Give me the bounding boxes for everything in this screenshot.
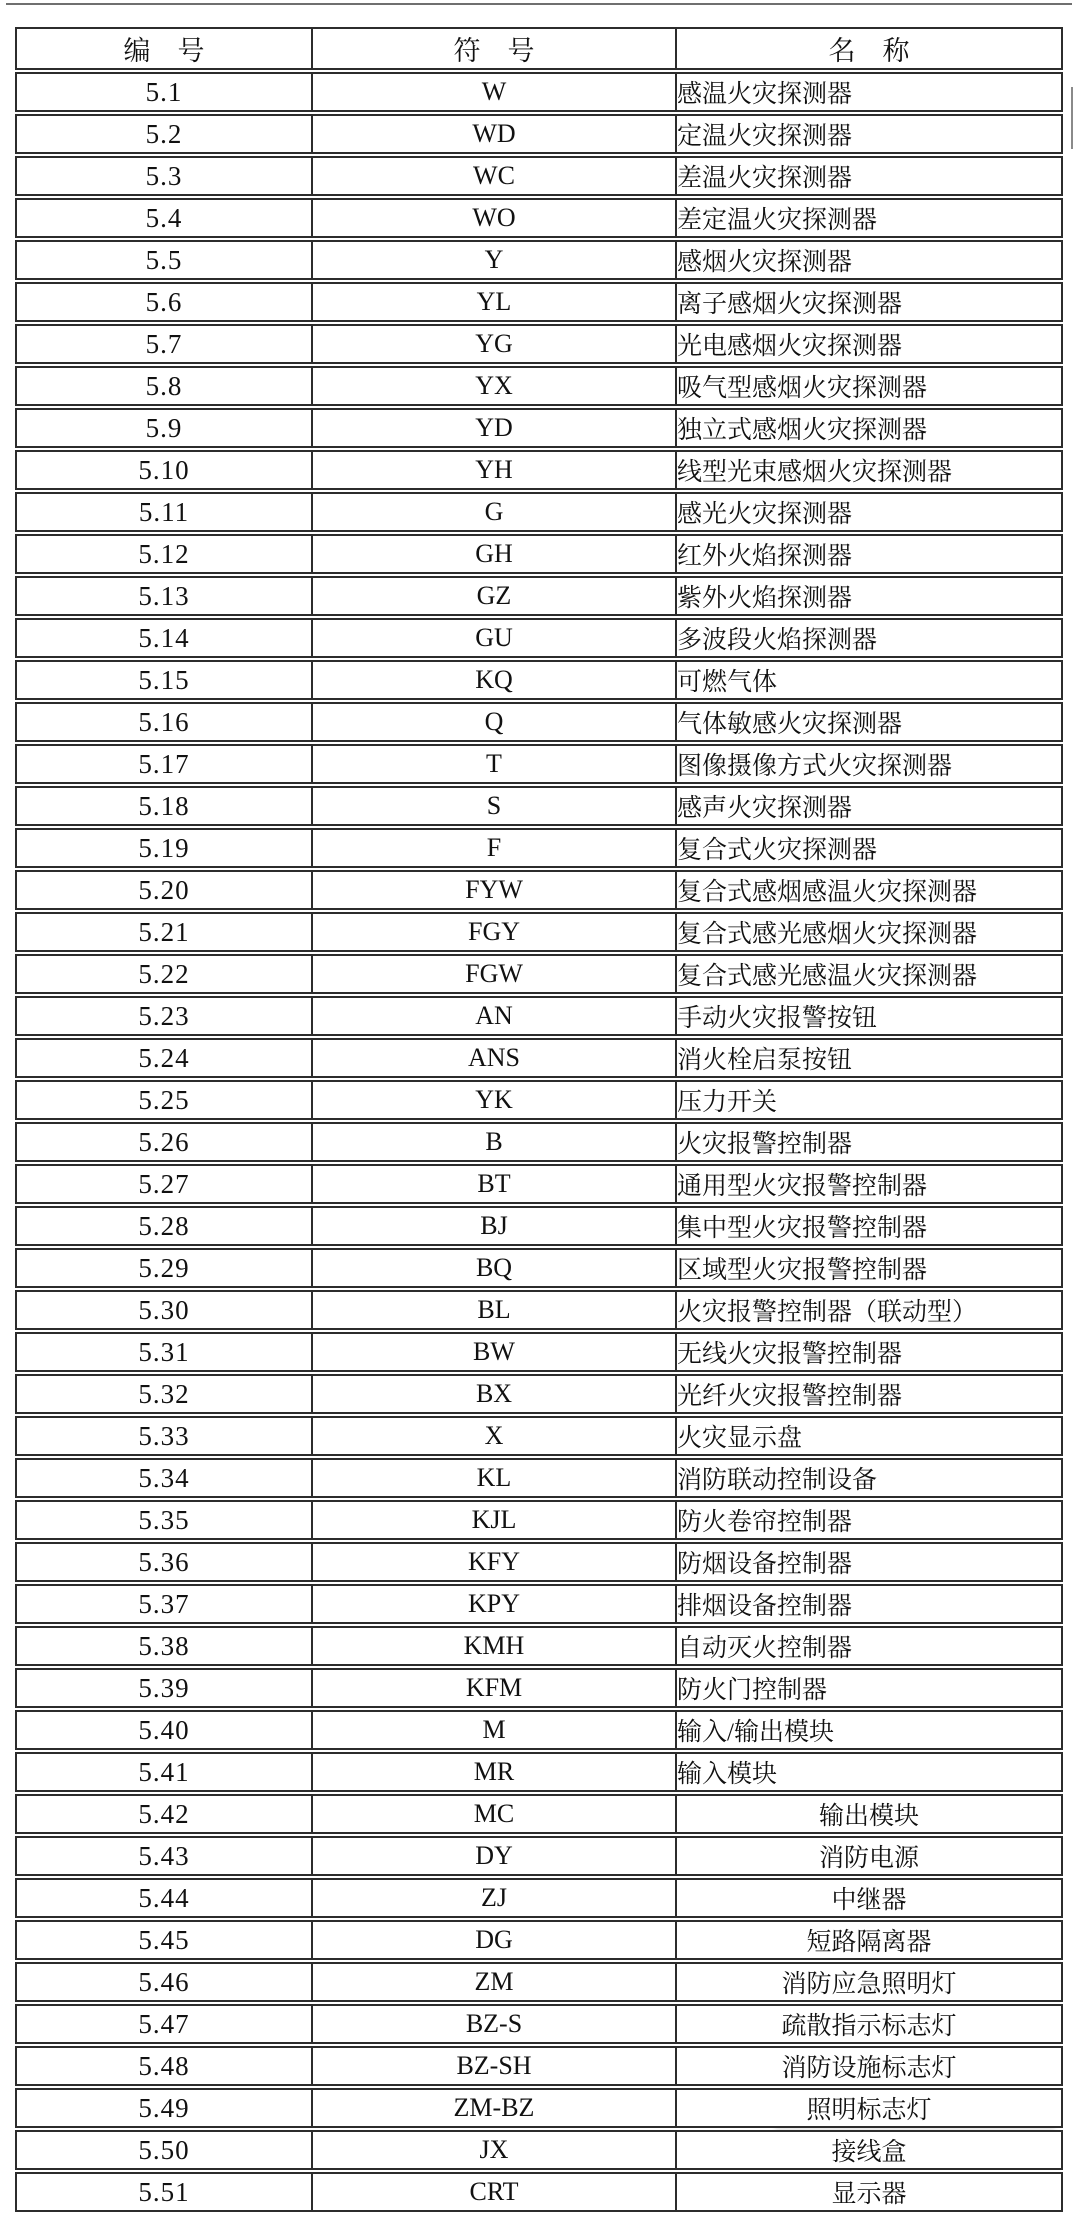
symbol-cell: X [313,1416,677,1456]
name-cell: 图像摄像方式火灾探测器 [677,744,1063,784]
table-row [15,1794,1063,1834]
table-row [15,870,1063,910]
symbol-cell: BJ [313,1206,677,1246]
row-number-cell: 5.16 [15,702,313,742]
table-row [15,1752,1063,1792]
symbol-cell: YH [313,450,677,490]
symbol-cell: AN [313,996,677,1036]
table-row [15,1920,1063,1960]
table-row [15,72,1063,112]
symbol-cell: GH [313,534,677,574]
table-row [15,1374,1063,1414]
row-number-cell: 5.48 [15,2046,313,2086]
symbol-cell: FGY [313,912,677,952]
name-cell: 短路隔离器 [677,1920,1063,1960]
row-number-cell: 5.17 [15,744,313,784]
table-row [15,744,1063,784]
scan-artifact-top-line [6,3,1072,5]
table-row [15,2004,1063,2044]
row-number-cell: 5.51 [15,2172,313,2212]
name-cell: 多波段火焰探测器 [677,618,1063,658]
name-cell: 防火卷帘控制器 [677,1500,1063,1540]
name-cell: 独立式感烟火灾探测器 [677,408,1063,448]
row-number-cell: 5.38 [15,1626,313,1666]
name-cell: 消防联动控制设备 [677,1458,1063,1498]
symbol-cell: KL [313,1458,677,1498]
row-number-cell: 5.10 [15,450,313,490]
table-row [15,576,1063,616]
header-row [15,27,1063,70]
table-header [15,27,1063,70]
name-cell: 可燃气体 [677,660,1063,700]
name-cell: 感温火灾探测器 [677,72,1063,112]
header-number: 编 号 [15,27,313,70]
table-row [15,2046,1063,2086]
table-row [15,366,1063,406]
name-cell: 接线盒 [677,2130,1063,2170]
row-number-cell: 5.36 [15,1542,313,1582]
row-number-cell: 5.40 [15,1710,313,1750]
table-row [15,2172,1063,2212]
table-row [15,156,1063,196]
name-cell: 压力开关 [677,1080,1063,1120]
row-number-cell: 5.41 [15,1752,313,1792]
table-row [15,1500,1063,1540]
row-number-cell: 5.26 [15,1122,313,1162]
name-cell: 消火栓启泵按钮 [677,1038,1063,1078]
name-cell: 复合式火灾探测器 [677,828,1063,868]
row-number-cell: 5.6 [15,282,313,322]
row-number-cell: 5.44 [15,1878,313,1918]
symbol-cell: YX [313,366,677,406]
table-row [15,1038,1063,1078]
row-number-cell: 5.30 [15,1290,313,1330]
name-cell: 感声火灾探测器 [677,786,1063,826]
table-row [15,1290,1063,1330]
symbol-cell: T [313,744,677,784]
row-number-cell: 5.32 [15,1374,313,1414]
symbol-cell: F [313,828,677,868]
name-cell: 气体敏感火灾探测器 [677,702,1063,742]
name-cell: 照明标志灯 [677,2088,1063,2128]
name-cell: 红外火焰探测器 [677,534,1063,574]
table-row [15,1458,1063,1498]
name-cell: 区域型火灾报警控制器 [677,1248,1063,1288]
symbol-cell: DG [313,1920,677,1960]
table-row [15,1332,1063,1372]
name-cell: 紫外火焰探测器 [677,576,1063,616]
symbol-legend-table [15,25,1063,2214]
row-number-cell: 5.29 [15,1248,313,1288]
row-number-cell: 5.9 [15,408,313,448]
name-cell: 火灾报警控制器（联动型） [677,1290,1063,1330]
symbol-cell: KPY [313,1584,677,1624]
name-cell: 集中型火灾报警控制器 [677,1206,1063,1246]
symbol-cell: KMH [313,1626,677,1666]
row-number-cell: 5.15 [15,660,313,700]
symbol-cell: GU [313,618,677,658]
name-cell: 光电感烟火灾探测器 [677,324,1063,364]
symbol-cell: BT [313,1164,677,1204]
row-number-cell: 5.25 [15,1080,313,1120]
row-number-cell: 5.19 [15,828,313,868]
table-row [15,1542,1063,1582]
table-row [15,1416,1063,1456]
name-cell: 输出模块 [677,1794,1063,1834]
name-cell: 消防电源 [677,1836,1063,1876]
symbol-cell: FYW [313,870,677,910]
name-cell: 消防设施标志灯 [677,2046,1063,2086]
row-number-cell: 5.24 [15,1038,313,1078]
table-row [15,324,1063,364]
symbol-cell: ANS [313,1038,677,1078]
row-number-cell: 5.5 [15,240,313,280]
row-number-cell: 5.14 [15,618,313,658]
row-number-cell: 5.18 [15,786,313,826]
name-cell: 差温火灾探测器 [677,156,1063,196]
name-cell: 光纤火灾报警控制器 [677,1374,1063,1414]
table-row [15,114,1063,154]
name-cell: 自动灭火控制器 [677,1626,1063,1666]
row-number-cell: 5.20 [15,870,313,910]
table-row [15,198,1063,238]
symbol-cell: KQ [313,660,677,700]
table-row [15,240,1063,280]
row-number-cell: 5.3 [15,156,313,196]
symbol-cell: BW [313,1332,677,1372]
name-cell: 线型光束感烟火灾探测器 [677,450,1063,490]
row-number-cell: 5.39 [15,1668,313,1708]
name-cell: 差定温火灾探测器 [677,198,1063,238]
row-number-cell: 5.1 [15,72,313,112]
table-row [15,1836,1063,1876]
symbol-cell: M [313,1710,677,1750]
table-body [15,72,1063,2212]
name-cell: 中继器 [677,1878,1063,1918]
symbol-cell: G [313,492,677,532]
symbol-cell: BZ-SH [313,2046,677,2086]
row-number-cell: 5.37 [15,1584,313,1624]
table-row [15,534,1063,574]
table-row [15,912,1063,952]
table-row [15,1584,1063,1624]
table-row [15,702,1063,742]
symbol-cell: S [313,786,677,826]
table-row [15,1122,1063,1162]
symbol-cell: MR [313,1752,677,1792]
symbol-cell: DY [313,1836,677,1876]
name-cell: 复合式感光感温火灾探测器 [677,954,1063,994]
name-cell: 防火门控制器 [677,1668,1063,1708]
table-row [15,408,1063,448]
symbol-cell: YG [313,324,677,364]
symbol-cell: BZ-S [313,2004,677,2044]
symbol-cell: BX [313,1374,677,1414]
table-row [15,1248,1063,1288]
name-cell: 消防应急照明灯 [677,1962,1063,2002]
table-row [15,1668,1063,1708]
symbol-cell: ZM-BZ [313,2088,677,2128]
symbol-cell: GZ [313,576,677,616]
row-number-cell: 5.43 [15,1836,313,1876]
row-number-cell: 5.34 [15,1458,313,1498]
symbol-cell: WO [313,198,677,238]
symbol-cell: KFY [313,1542,677,1582]
symbol-cell: B [313,1122,677,1162]
row-number-cell: 5.13 [15,576,313,616]
name-cell: 输入/输出模块 [677,1710,1063,1750]
symbol-cell: WC [313,156,677,196]
table-row [15,1206,1063,1246]
name-cell: 复合式感光感烟火灾探测器 [677,912,1063,952]
symbol-cell: ZM [313,1962,677,2002]
row-number-cell: 5.23 [15,996,313,1036]
name-cell: 离子感烟火灾探测器 [677,282,1063,322]
row-number-cell: 5.35 [15,1500,313,1540]
name-cell: 无线火灾报警控制器 [677,1332,1063,1372]
table-row [15,2130,1063,2170]
symbol-cell: ZJ [313,1878,677,1918]
table-row [15,1164,1063,1204]
row-number-cell: 5.2 [15,114,313,154]
symbol-cell: YK [313,1080,677,1120]
name-cell: 输入模块 [677,1752,1063,1792]
symbol-cell: FGW [313,954,677,994]
name-cell: 吸气型感烟火灾探测器 [677,366,1063,406]
row-number-cell: 5.28 [15,1206,313,1246]
row-number-cell: 5.27 [15,1164,313,1204]
name-cell: 火灾报警控制器 [677,1122,1063,1162]
row-number-cell: 5.11 [15,492,313,532]
symbol-cell: JX [313,2130,677,2170]
table-row [15,1080,1063,1120]
table-row [15,618,1063,658]
table-row [15,786,1063,826]
table-row [15,954,1063,994]
row-number-cell: 5.42 [15,1794,313,1834]
name-cell: 防烟设备控制器 [677,1542,1063,1582]
table-row [15,996,1063,1036]
row-number-cell: 5.4 [15,198,313,238]
symbol-cell: WD [313,114,677,154]
table-row [15,1962,1063,2002]
name-cell: 复合式感烟感温火灾探测器 [677,870,1063,910]
row-number-cell: 5.8 [15,366,313,406]
header-symbol: 符 号 [313,27,677,70]
row-number-cell: 5.22 [15,954,313,994]
symbol-cell: W [313,72,677,112]
symbol-cell: YD [313,408,677,448]
symbol-cell: BL [313,1290,677,1330]
name-cell: 通用型火灾报警控制器 [677,1164,1063,1204]
table-row [15,2088,1063,2128]
name-cell: 感烟火灾探测器 [677,240,1063,280]
row-number-cell: 5.31 [15,1332,313,1372]
row-number-cell: 5.47 [15,2004,313,2044]
row-number-cell: 5.46 [15,1962,313,2002]
header-name: 名 称 [677,27,1063,70]
name-cell: 火灾显示盘 [677,1416,1063,1456]
table-row [15,450,1063,490]
symbol-cell: KFM [313,1668,677,1708]
name-cell: 排烟设备控制器 [677,1584,1063,1624]
symbol-cell: CRT [313,2172,677,2212]
symbol-cell: MC [313,1794,677,1834]
name-cell: 手动火灾报警按钮 [677,996,1063,1036]
name-cell: 定温火灾探测器 [677,114,1063,154]
row-number-cell: 5.50 [15,2130,313,2170]
name-cell: 感光火灾探测器 [677,492,1063,532]
symbol-cell: YL [313,282,677,322]
symbol-cell: Y [313,240,677,280]
symbol-cell: KJL [313,1500,677,1540]
name-cell: 显示器 [677,2172,1063,2212]
table-row [15,492,1063,532]
symbol-cell: BQ [313,1248,677,1288]
table-row [15,1626,1063,1666]
scan-artifact-right-line [1071,87,1073,149]
table-row [15,282,1063,322]
row-number-cell: 5.33 [15,1416,313,1456]
symbol-cell: Q [313,702,677,742]
row-number-cell: 5.7 [15,324,313,364]
row-number-cell: 5.49 [15,2088,313,2128]
table-row [15,1878,1063,1918]
table-row [15,1710,1063,1750]
row-number-cell: 5.12 [15,534,313,574]
name-cell: 疏散指示标志灯 [677,2004,1063,2044]
row-number-cell: 5.45 [15,1920,313,1960]
table-row [15,828,1063,868]
table-row [15,660,1063,700]
row-number-cell: 5.21 [15,912,313,952]
